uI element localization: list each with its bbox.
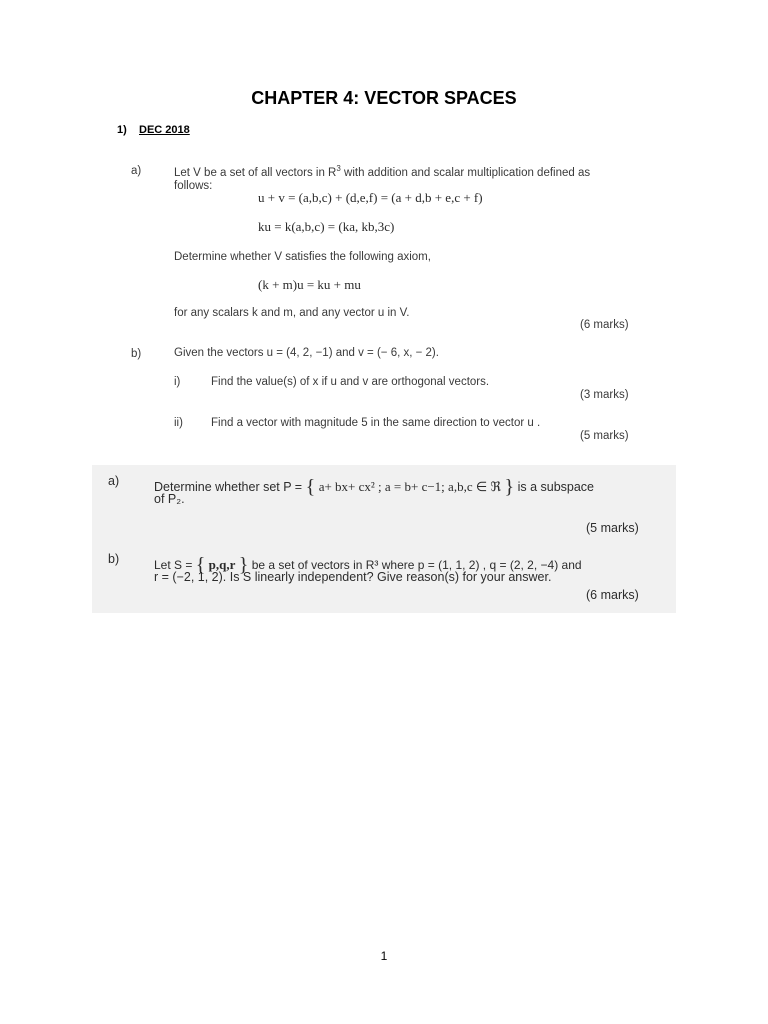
part2-b-label: b) [108,552,120,566]
part2-a-marks: (5 marks) [586,521,639,535]
question-number: 1) [117,124,127,136]
part-b-i-marks: (3 marks) [580,389,629,401]
part-b-ii-marks: (5 marks) [580,430,629,442]
part2-b-marks: (6 marks) [586,588,639,602]
part-b-given: Given the vectors u = (4, 2, −1) and v = (− 6, x, − 2). [174,347,439,359]
part2-a-line1: Determine whether set P = { a+ bx+ cx² ; a = b+ c−1; a,b,c ∈ ℜ } is a subspace [154,476,595,498]
part-a-equation-addition: u + v = (a,b,c) + (d,e,f) = (a + d,b + e,c + f) [258,190,483,205]
part-b-ii-label: ii) [174,417,183,429]
part-b-label: b) [131,348,142,360]
part2-a-line2: of P₂. [154,492,185,506]
part2-b-line1: Let S = { p,q,r } be a set of vectors in R³ where p = (1, 1, 2) , q = (2, 2, −4) and [154,554,582,576]
part-a-for-any: for any scalars k and m, and any vector u in V. [174,307,410,319]
part-a-equation-scalar: ku = k(a,b,c) = (ka, kb,3c) [258,219,395,234]
part-a-marks: (6 marks) [580,319,629,331]
part-a-text-line1: Let V be a set of all vectors in $R^3$ with addition and scalar multiplication defined as [174,164,591,179]
question-date: DEC 2018 [139,124,190,136]
page-number: 1 [380,949,388,963]
part-a-determine: Determine whether V satisfies the following axiom, [174,251,431,263]
part-a-text-line2: follows: [174,180,213,192]
part-a-axiom: (k + m)u = ku + mu [258,277,361,292]
part2-b-line2: r = (−2, 1, 2). Is S linearly independent? Give reason(s) for your answer. [154,570,552,584]
part-b-ii-text: Find a vector with magnitude 5 in the same direction to vector u . [211,417,541,429]
page-title: CHAPTER 4: VECTOR SPACES [251,88,517,108]
part-b-i-text: Find the value(s) of x if u and v are orthogonal vectors. [211,376,490,388]
part-a-label: a) [131,165,142,177]
part-b-i-label: i) [174,376,181,388]
part2-a-label: a) [108,474,120,488]
